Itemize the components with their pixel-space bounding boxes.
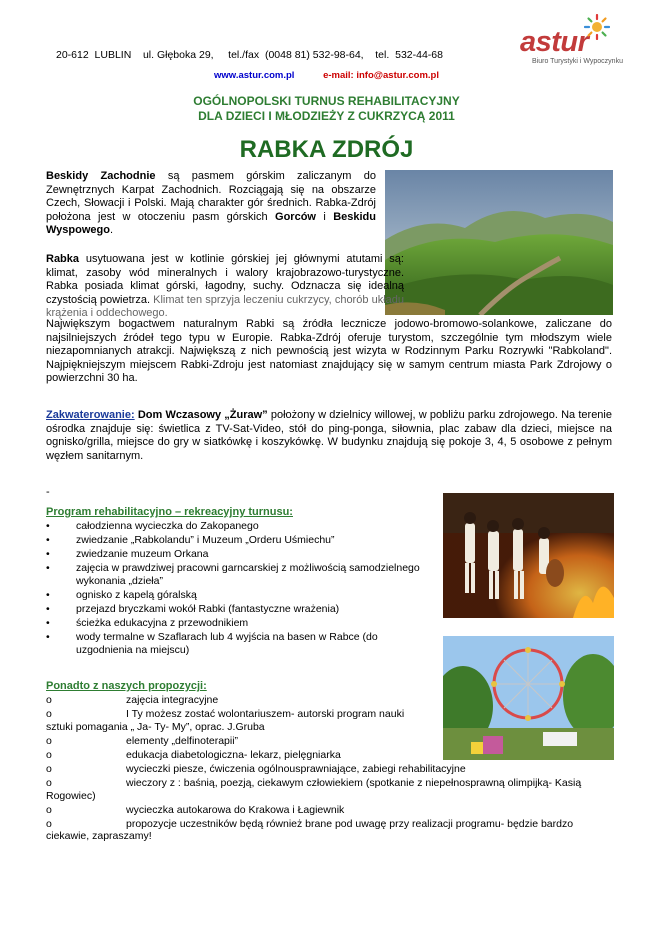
list-item: • zwiedzanie muzeum Orkana: [46, 548, 209, 561]
list-item: o I Ty możesz zostać wolontariuszem- autorski program nauki sztuki pomagania „ Ja- Ty- My”, oprac. J.Gruba: [46, 708, 405, 733]
list-item: o edukacja diabetologiczna- lekarz, pielęgniarka: [46, 748, 341, 761]
separator-dash: -: [46, 486, 50, 498]
intro-text-1: są pasmem górskim zaliczanym do Zewnętrznych Karpat Zachodnich. Rozciągają się na obszarze Czech, Słowacji i Polski. Mają charakter gór średnich. Rabka-Zdrój położona jest w otoczeniu pasm górskich: [46, 170, 376, 223]
accommodation-text: położony w dzielnicy willowej, w pobliżu parku zdrojowego. Na terenie ośrodka znajduje się: świetlica z TV-Sat-Video, stół do ping-ponga, siłownia, plac zabaw dla dzieci, miejsce na ognisko/grilla, miejsce do gry w siatkówkę i koszykówkę. W budynku znajdują się pokoje 3, 4, 5 osobowe z pełnym węzłem sanitarnym.: [46, 409, 612, 462]
proposals-heading: Ponadto z naszych propozycji:: [46, 680, 207, 692]
logo-wordmark: astur: [520, 26, 589, 58]
tourism-paragraph: Największym bogactwem naturalnym Rabki są źródła lecznicze jodowo-bromowo-solankowe, zaliczane do najsilniejszych źródeł tego typu w Europie. Rabka-Zdrój oferuje turystom, szczególnie tym młodszym wiele niezapomnianych atrakcji. Największą z nich pewnością jest wizyta w Rodzinnym Parku Rozrywki "Rabkoland". Najpiękniejszym miejscem Rabki-Zdroju jest natomiast znajdujący się w samym centrum miasta Park Zdrojowy o powierzchni 30 ha.: [46, 318, 612, 385]
intro-bold-beskidy: Beskidy Zachodnie: [46, 170, 156, 182]
subtitle-line-1: OGÓLNOPOLSKI TURNUS REHABILITACYJNY: [193, 94, 460, 108]
intro-text-2: i: [315, 210, 334, 223]
contact-web-line: [0, 70, 653, 81]
circle-bullet-icon: o: [46, 734, 52, 747]
intro-paragraph: [46, 170, 376, 238]
astur-logo: [520, 14, 623, 65]
email-link[interactable]: e-mail: info@astur.com.pl: [323, 70, 439, 81]
rabka-climate-note: Klimat ten sprzyja leczeniu cukrzycy, chorób układu krążenia i oddechowego.: [46, 293, 404, 320]
subtitle-line-2: DLA DZIECI I MŁODZIEŻY Z CUKRZYCĄ 2011: [198, 109, 455, 123]
list-item: • całodzienna wycieczka do Zakopanego: [46, 520, 259, 532]
list-item: • ścieżka edukacyjna z przewodnikiem: [46, 617, 249, 630]
bullet-icon: •: [46, 588, 50, 601]
circle-bullet-icon: o: [46, 708, 52, 721]
logo-tagline: Biuro Turystyki i Wypoczynku: [532, 58, 623, 65]
list-item: • zajęcia w prawdziwej pracowni garncarskiej z możliwością samodzielnego wykonania „dzieła”: [46, 562, 420, 587]
rabka-text: usytuowana jest w kotlinie górskiej jej głównymi atutami są: klimat, zasoby wód mineralnych i walory krajobrazowo-turystyczne. Rabka posiada klimat górski, łagodny, suchy. Odznacza się idealną czystością powietrza.: [46, 253, 404, 306]
circle-bullet-icon: o: [46, 817, 52, 830]
bullet-icon: •: [46, 534, 50, 547]
rabka-bold: Rabka: [46, 253, 80, 265]
letterhead: [0, 0, 653, 88]
bullet-icon: •: [46, 603, 50, 616]
mountain-landscape-photo: [385, 170, 613, 315]
intro-bold-beskid-wyspowy: Beskidu Wyspowego: [46, 210, 376, 237]
list-item: o elementy „delfinoterapii”: [46, 734, 239, 747]
website-link[interactable]: www.astur.com.pl: [214, 70, 295, 81]
page-title: RABKA ZDRÓJ: [239, 136, 414, 163]
program-heading: Program rehabilitacyjno – rekreacyjny turnusu:: [46, 506, 293, 518]
bullet-icon: •: [46, 520, 50, 532]
intro-bold-gorce: Gorców: [275, 210, 316, 223]
bullet-icon: •: [46, 548, 50, 561]
list-item: o propozycje uczestników będą również brane pod uwagę przy realizacji programu- będzie bardzo ciekawie, zapraszamy!: [46, 817, 574, 843]
circle-bullet-icon: o: [46, 762, 52, 775]
rabka-paragraph: [46, 253, 404, 321]
intro-text-3: .: [109, 224, 114, 237]
program-list: [46, 520, 426, 658]
accommodation-heading: Zakwaterowanie:: [46, 409, 135, 421]
proposals-list: [46, 694, 612, 845]
list-item: o wycieczka autokarowa do Krakowa i Łagiewnik: [46, 803, 345, 816]
accommodation-venue: Dom Wczasowy „Żuraw”: [134, 409, 268, 421]
circle-bullet-icon: o: [46, 748, 52, 761]
list-item: • zwiedzanie „Rabkolandu” i Muzeum „Orderu Uśmiechu”: [46, 534, 335, 547]
event-subtitle: [0, 94, 653, 124]
list-item: • ognisko z kapelą góralską: [46, 588, 197, 601]
list-item: • wody termalne w Szaflarach lub 4 wyjścia na basen w Rabce (do uzgodnienia na miejscu): [46, 631, 378, 656]
circle-bullet-icon: o: [46, 777, 52, 790]
bullet-icon: •: [46, 631, 50, 644]
sun-icon: [584, 14, 610, 40]
list-item: o wieczory z : baśnią, poezją, ciekawym człowiekiem (spotkanie z niepełnosprawną olimpijką- Kasią Rogowiec): [46, 777, 582, 802]
circle-bullet-icon: o: [46, 694, 52, 706]
list-item: o wycieczki piesze, ćwiczenia ogólnousprawniające, zabiegi rehabilitacyjne: [46, 762, 466, 775]
bullet-icon: •: [46, 617, 50, 630]
circle-bullet-icon: o: [46, 803, 52, 816]
accommodation-paragraph: [46, 409, 612, 463]
list-item: o zajęcia integracyjne: [46, 694, 219, 706]
contact-address-line: 20-612 LUBLIN ul. Głęboka 29, tel./fax (0048 81) 532-98-64, tel. 532-44-68: [56, 49, 443, 61]
bullet-icon: •: [46, 562, 50, 575]
list-item: • przejazd bryczkami wokół Rabki (fantastyczne wrażenia): [46, 603, 340, 616]
highlander-band-photo: [443, 493, 614, 618]
